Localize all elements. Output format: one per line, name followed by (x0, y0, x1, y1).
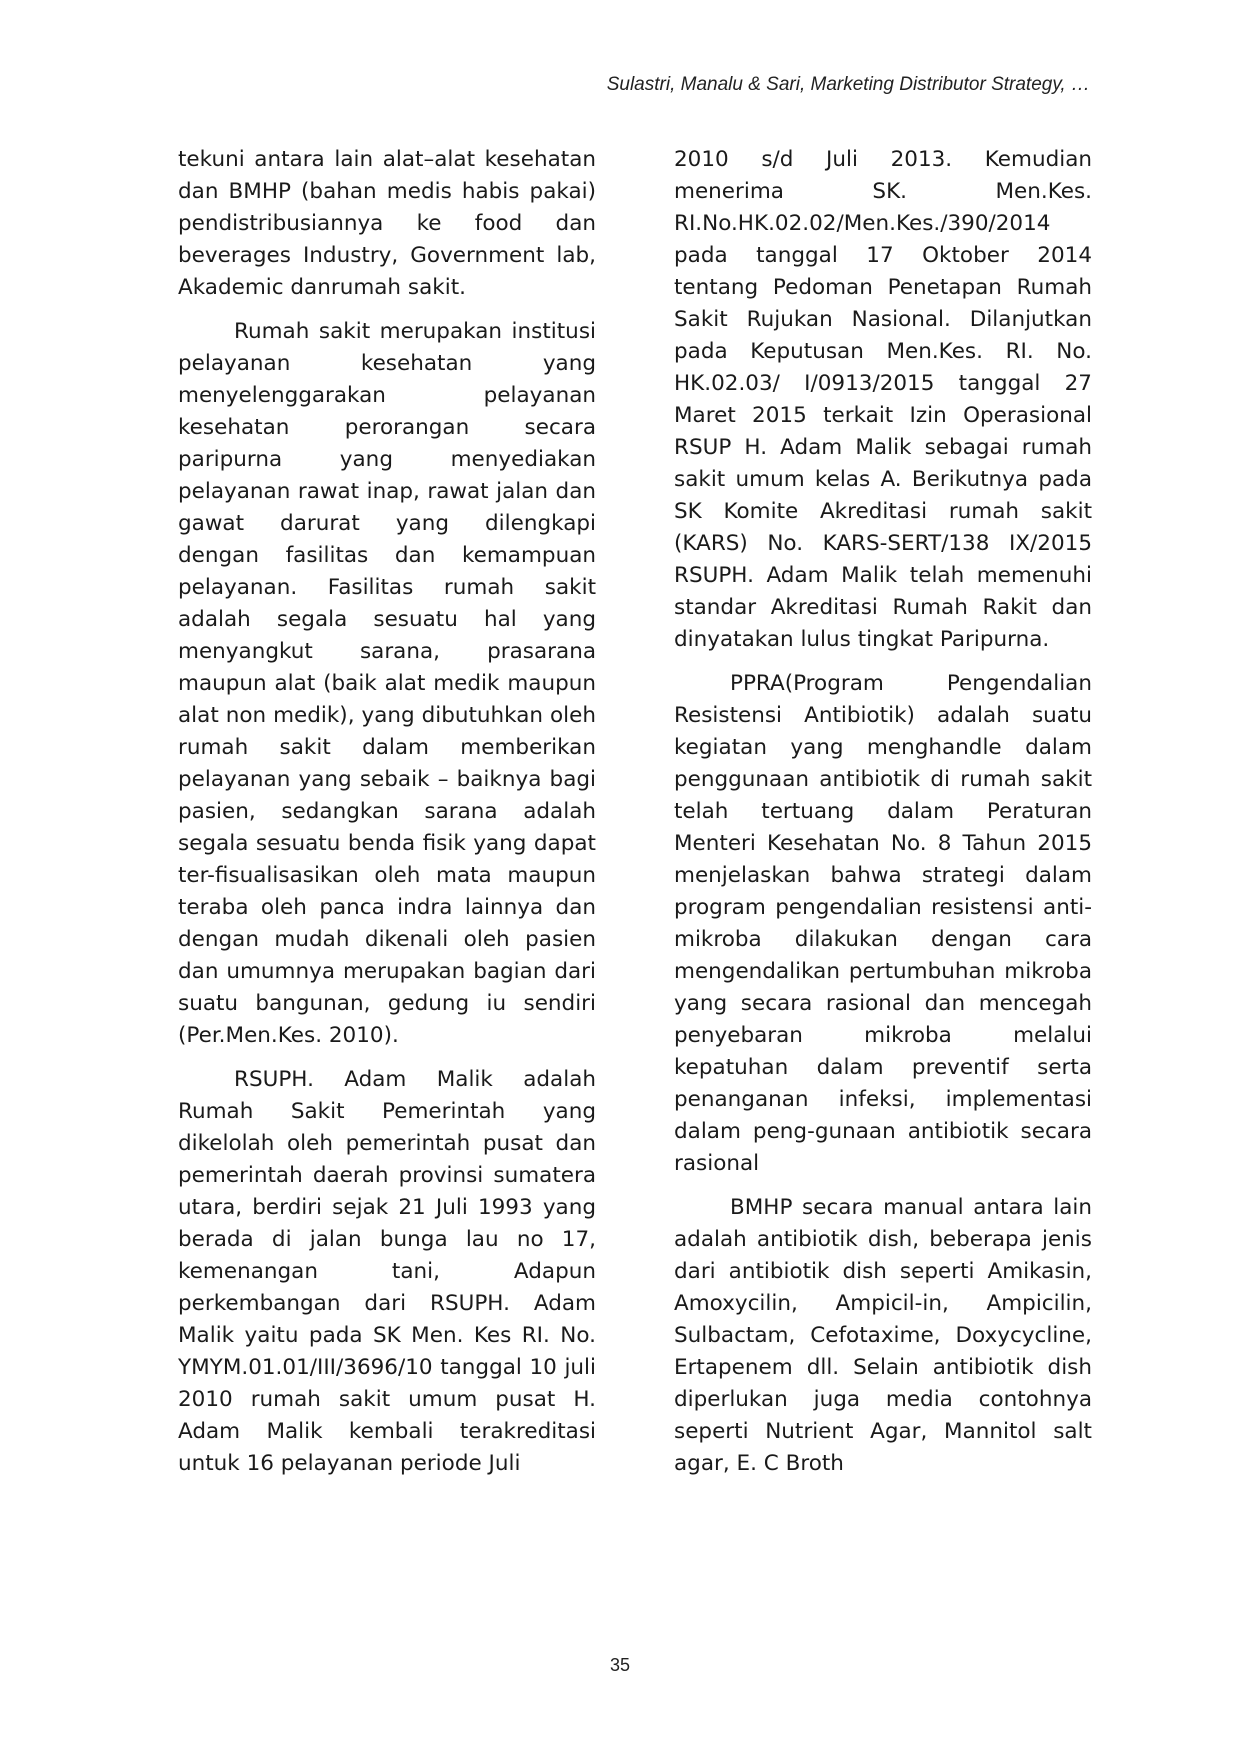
paragraph-bmhp: BMHP secara manual antara lain adalah antibiotik dish, beberapa jenis dari antibiotik dish seperti Amikasin, Amoxycilin, Ampicil-in, Ampicilin, Sulbactam, Cefotaxime, Doxycycline, Ertapenem dll. Selain antibiotik dish diperlukan juga media contohnya seperti Nutrient Agar, Mannitol salt agar, E. C Broth (674, 1195, 1092, 1476)
paragraph-rsuph: RSUPH. Adam Malik adalah Rumah Sakit Pemerintah yang dikelolah oleh pemerintah pusat dan pemerintah daerah provinsi sumatera utara, berdiri sejak 21 Juli 1993 yang berada di jalan bunga lau no 17, kemenangan tani, Adapun perkembangan dari RSUPH. Adam Malik yaitu pada SK Men. Kes RI. No. YMYM.01.01/III/3696/10 tanggal 10 juli 2010 rumah sakit umum pusat H. Adam Malik kembali terakreditasi untuk 16 pelayanan periode Juli (178, 1067, 596, 1476)
paragraph-ppra: PPRA(Program Pengendalian Resistensi Antibiotik) adalah suatu kegiatan yang menghandle dalam penggunaan antibiotik di rumah sakit telah tertuang dalam Peraturan Menteri Kesehatan No. 8 Tahun 2015 menjelaskan bahwa strategi dalam program pengendalian resistensi anti-mikroba dilakukan dengan cara mengendalikan pertumbuhan mikroba yang secara rasional dan mencegah penyebaran mikroba melalui kepatuhan dalam preventif serta penanganan infeksi, implementasi dalam peng-gunaan antibiotik secara rasional (674, 671, 1092, 1176)
page-number: 35 (609, 1655, 631, 1675)
paragraph-continued-right: 2010 s/d Juli 2013. Kemudian menerima SK. Men.Kes. RI.No.HK.02.02/Men.Kes./390/2014 pada tanggal 17 Oktober 2014 tentang Pedoman Penetapan Rumah Sakit Rujukan Nasional. Dilanjutkan pada Keputusan Men.Kes. RI. No. HK.02.03/ I/0913/2015 tanggal 27 Maret 2015 terkait Izin Operasional RSUP H. Adam Malik sebagai rumah sakit umum kelas A. Berikutnya pada SK Komite Akreditasi rumah sakit (KARS) No. KARS-SERT/138 IX/2015 RSUPH. Adam Malik telah memenuhi standar Akreditasi Rumah Rakit dan dinyatakan lulus tingkat Paripurna. (674, 147, 1092, 652)
paragraph-rumah-sakit: Rumah sakit merupakan institusi pelayanan kesehatan yang menyelenggarakan pelayanan kesehatan perorangan secara paripurna yang menyediakan pelayanan rawat inap, rawat jalan dan gawat darurat yang dilengkapi dengan fasilitas dan kemampuan pelayanan. Fasilitas rumah sakit adalah segala sesuatu hal yang menyangkut sarana, prasarana maupun alat (baik alat medik maupun alat non medik), yang dibutuhkan oleh rumah sakit dalam memberikan pelayanan yang sebaik – baiknya bagi pasien, sedangkan sarana adalah segala sesuatu benda fisik yang dapat ter-fisualisasikan oleh mata maupun teraba oleh panca indra lainnya dan dengan mudah dikenali oleh pasien dan umumnya merupakan bagian dari suatu bangunan, gedung iu sendiri (Per.Men.Kes. 2010). (178, 319, 596, 1048)
paragraph-continued: tekuni antara lain alat–alat kesehatan dan BMHP (bahan medis habis pakai) pendistribusiannya ke food dan beverages Industry, Government lab, Akademic danrumah sakit. (178, 147, 596, 300)
running-header: Sulastri, Manalu & Sari, Marketing Distributor Strategy, … (606, 74, 1090, 95)
right-column (674, 144, 1092, 1492)
left-column (178, 144, 596, 1492)
